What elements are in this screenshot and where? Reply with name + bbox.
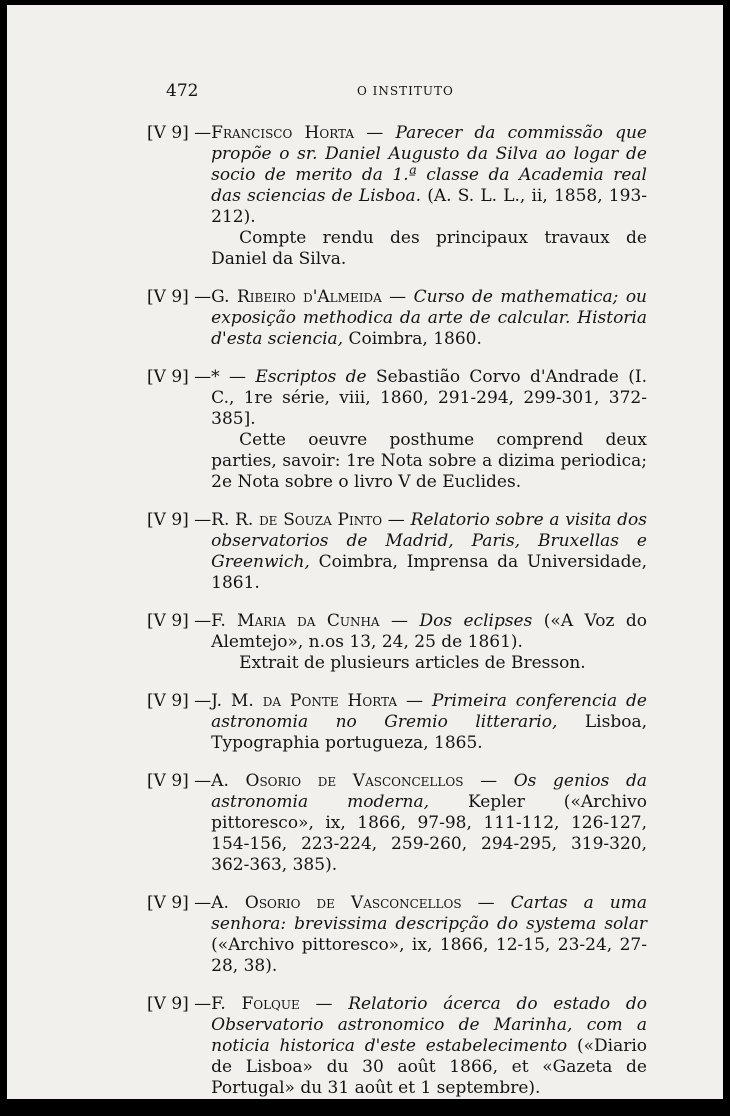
entry-note: Cette oeuvre posthume comprend deux parties, savoir: 1re Nota sobre a dizima periodica; 2e Nota sobre o livro V de Euclides. <box>211 430 647 492</box>
entry-details: Kepler («Archivo pittoresco», ix, 1866, 97-98, 111-112, 126-127, 154-156, 223-224, 259-260, 294-295, 319-320, 362-363, 385). <box>211 792 647 875</box>
entry-details: Coimbra, Imprensa da Universidade, 1861. <box>211 552 647 593</box>
book-page <box>7 5 723 1099</box>
entry-body <box>211 893 647 977</box>
entry-code: [V 9] — <box>147 123 212 143</box>
bibliography-entry <box>147 287 647 350</box>
entry-details: («Archivo pittoresco», ix, 1866, 12-15, 23-24, 27-28, 38). <box>211 935 647 976</box>
entry-code: [V 9] — <box>147 287 212 307</box>
entry-author: A. Osorio de Vasconcellos <box>211 893 462 913</box>
bibliography-entry <box>147 611 647 674</box>
entry-code: [V 9] — <box>147 893 212 913</box>
running-title: O INSTITUTO <box>357 84 454 98</box>
bibliography-entry <box>147 893 647 977</box>
entry-author: * — <box>211 367 256 387</box>
entry-details: Lisboa, Typographia portugueza, 1865. <box>211 712 647 753</box>
page-number: 472 <box>166 81 199 101</box>
entry-separator: — <box>299 994 349 1014</box>
entry-title: Relatorio ácerca do estado do Observatorio astronomico de Marinha, com a noticia historica d'este estabelecimento <box>211 994 648 1056</box>
entry-title: Escriptos de <box>255 367 367 387</box>
entry-body <box>211 510 647 594</box>
entry-separator: — <box>354 123 396 143</box>
entry-body <box>211 287 647 350</box>
bibliography-entry <box>147 367 647 493</box>
entry-code: [V 9] — <box>147 611 212 631</box>
entry-separator: — <box>382 510 411 530</box>
entry-body <box>211 691 647 754</box>
entry-code: [V 9] — <box>147 367 212 387</box>
entry-body <box>211 771 647 876</box>
entry-code: [V 9] — <box>147 771 212 791</box>
bibliography-list <box>147 123 647 1116</box>
entry-note: Compte rendu des principaux travaux de Daniel da Silva. <box>211 228 647 269</box>
entry-author: G. Ribeiro d'Almeida <box>211 287 382 307</box>
entry-details: («A Voz do Alemtejo», n.os 13, 24, 25 de 1861). <box>211 611 647 652</box>
entry-details: Coimbra, 1860. <box>343 329 482 349</box>
entry-body <box>211 367 647 493</box>
entry-note: Extrait de plusieurs articles de Bresson. <box>239 653 586 673</box>
entry-code: [V 9] — <box>147 510 212 530</box>
entry-body <box>211 994 647 1099</box>
entry-body <box>211 611 647 674</box>
entry-separator: — <box>379 611 420 631</box>
entry-author: F. Maria da Cunha <box>211 611 380 631</box>
entry-code: [V 9] — <box>147 691 212 711</box>
entry-details: Sebastião Corvo d'Andrade (I. C., 1re série, viii, 1860, 291-294, 299-301, 372-385]. <box>211 367 647 429</box>
bibliography-entry <box>147 771 647 876</box>
entry-separator: — <box>461 893 511 913</box>
entry-author: R. R. de Souza Pinto <box>211 510 383 530</box>
entry-author: F. Folque <box>211 994 300 1014</box>
entry-body <box>211 123 647 270</box>
entry-title: Os genios da astronomia moderna, <box>211 771 647 812</box>
entry-title: Curso de mathematica; ou exposição methodica da arte de calcular. Historia d'esta sciencia, <box>211 287 648 349</box>
page-header <box>7 81 723 105</box>
entry-title: Dos eclipses <box>419 611 533 631</box>
entry-author: Francisco Horta <box>211 123 355 143</box>
entry-code: [V 9] — <box>147 994 212 1014</box>
bibliography-entry <box>147 691 647 754</box>
entry-author: A. Osorio de Vasconcellos <box>211 771 464 791</box>
entry-separator: — <box>397 691 432 711</box>
entry-details: («Diario de Lisboa» du 30 août 1866, et «Gazeta de Portugal» du 31 août et 1 septembre). <box>211 1036 648 1098</box>
entry-title: Relatorio sobre a visita dos observatorios de Madrid, Paris, Bruxellas e Greenwich, <box>211 510 648 572</box>
entry-title: Primeira conferencia de astronomia no Gremio litterario, <box>211 691 647 732</box>
entry-separator: — <box>381 287 414 307</box>
entry-author: J. M. da Ponte Horta <box>211 691 398 711</box>
bibliography-entry <box>147 510 647 594</box>
bibliography-entry <box>147 123 647 270</box>
bibliography-entry <box>147 994 647 1099</box>
entry-title: Parecer da commissão que propõe o sr. Daniel Augusto da Silva ao logar de socio de merito da 1.ª classe da Academia real das sciencias de Lisboa. <box>211 123 647 206</box>
entry-details: (A. S. L. L., ii, 1858, 193-212). <box>211 186 647 227</box>
entry-separator: — <box>463 771 514 791</box>
entry-title: Cartas a uma senhora: brevissima descripção do systema solar <box>211 893 647 934</box>
